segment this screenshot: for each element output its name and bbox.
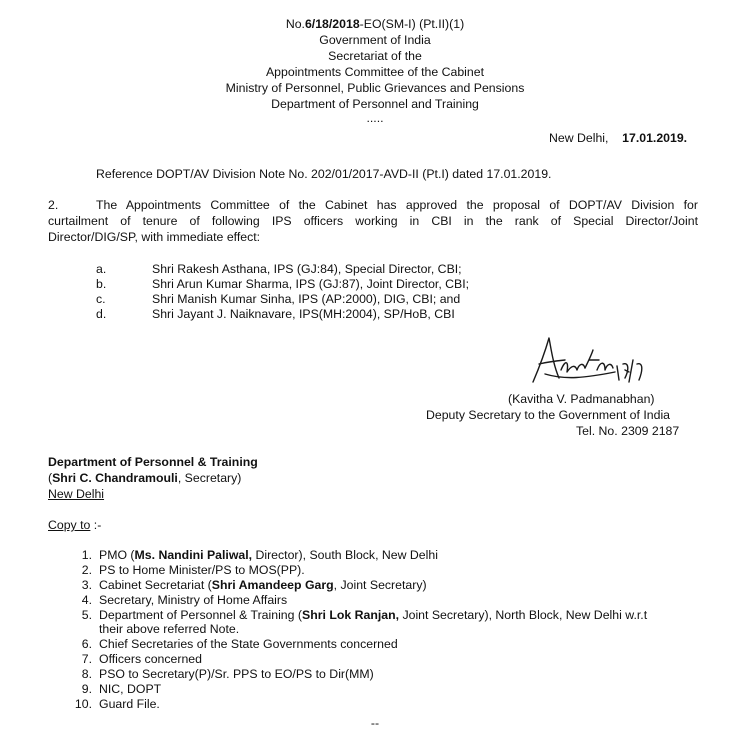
copy-item-continuation: their above referred Note. <box>99 622 240 636</box>
file-number: No.6/18/2018-EO(SM-I) (Pt.II)(1) <box>285 17 465 31</box>
handwritten-signature <box>525 330 655 390</box>
header-line-government: Government of India <box>319 33 431 47</box>
copy-number: 1. <box>81 548 92 562</box>
copy-item: PS to Home Minister/PS to MOS(PP). <box>99 563 305 577</box>
copy-item: NIC, DOPT <box>99 682 162 696</box>
header-line-committee: Appointments Committee of the Cabinet <box>265 65 485 79</box>
paragraph-line-1: The Appointments Committee of the Cabinet has approved the proposal of DOPT/AV Division for <box>96 198 698 212</box>
paragraph-line-2: curtailment of tenure of following IPS officers working in CBI in the rank of Special Director/Joint <box>48 214 698 228</box>
signatory-tel: Tel. No. 2309 2187 <box>576 424 680 438</box>
header-line-ministry: Ministry of Personnel, Public Grievances and Pensions <box>225 81 525 95</box>
copy-to-heading: Copy to :- <box>48 518 102 532</box>
copy-item: Cabinet Secretariat (Shri Amandeep Garg, Joint Secretary) <box>99 578 427 592</box>
paragraph-number: 2. <box>48 198 59 212</box>
copy-item: Department of Personnel & Training (Shri Lok Ranjan, Joint Secretary), North Block, New Delhi w.r.t <box>99 608 648 622</box>
copy-item: Guard File. <box>99 697 160 711</box>
reference-line: Reference DOPT/AV Division Note No. 202/01/2017-AVD-II (Pt.I) dated 17.01.2019. <box>96 167 552 181</box>
officer-item: Shri Manish Kumar Sinha, IPS (AP:2000), DIG, CBI; and <box>152 292 461 306</box>
copy-number: 10. <box>74 697 92 711</box>
paragraph-line-3: Director/DIG/SP, with immediate effect: <box>48 230 261 244</box>
copy-number: 2. <box>81 563 92 577</box>
addressee-person: (Shri C. Chandramouli, Secretary) <box>48 471 242 485</box>
signatory-designation: Deputy Secretary to the Government of India <box>426 408 671 422</box>
copy-number: 6. <box>81 637 92 651</box>
addressee-city: New Delhi <box>48 487 105 501</box>
officer-letter: d. <box>96 307 107 321</box>
officer-letter: a. <box>96 262 107 276</box>
officer-letter: c. <box>96 292 106 306</box>
copy-item: PMO (Ms. Nandini Paliwal, Director), South Block, New Delhi <box>99 548 438 562</box>
copy-item: Chief Secretaries of the State Governments concerned <box>99 637 398 651</box>
copy-item: PSO to Secretary(P)/Sr. PPS to EO/PS to Dir(MM) <box>99 667 374 681</box>
officer-letter: b. <box>96 277 107 291</box>
continuation-mark: -- <box>370 716 380 730</box>
officer-item: Shri Rakesh Asthana, IPS (GJ:84), Special Director, CBI; <box>152 262 462 276</box>
copy-number: 3. <box>81 578 92 592</box>
copy-number: 4. <box>81 593 92 607</box>
copy-item: Secretary, Ministry of Home Affairs <box>99 593 288 607</box>
officer-item: Shri Jayant J. Naiknavare, IPS(MH:2004), SP/HoB, CBI <box>152 307 455 321</box>
signatory-name: (Kavitha V. Padmanabhan) <box>508 392 655 406</box>
header-line-department: Department of Personnel and Training <box>271 97 479 111</box>
addressee-department: Department of Personnel & Training <box>48 455 258 469</box>
copy-number: 5. <box>81 608 92 622</box>
officer-item: Shri Arun Kumar Sharma, IPS (GJ:87), Joint Director, CBI; <box>152 277 470 291</box>
place-date: New Delhi, 17.01.2019. <box>549 131 688 145</box>
header-line-secretariat: Secretariat of the <box>328 49 422 63</box>
header-dots: ..... <box>366 111 384 125</box>
copy-number: 9. <box>81 682 92 696</box>
copy-item: Officers concerned <box>99 652 202 666</box>
copy-number: 7. <box>81 652 92 666</box>
copy-number: 8. <box>81 667 92 681</box>
